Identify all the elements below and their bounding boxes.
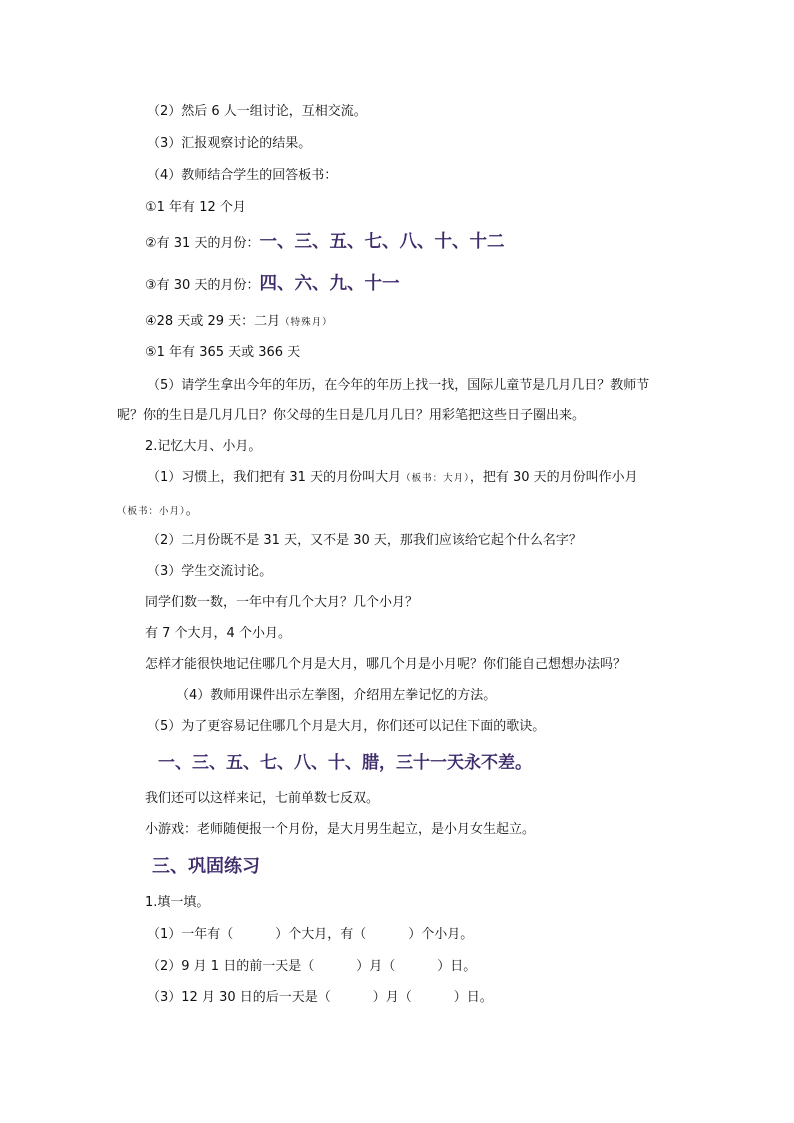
line-text: （4）教师结合学生的回答板书： [147,168,338,183]
text-line [145,438,261,456]
text-line [145,313,333,332]
line-text: （5）为了更容易记住哪几个月是大月，你们还可以记住下面的歌诀。 [147,719,546,734]
text-line [147,103,367,121]
line-text: （3）12 月 30 日的后一天是（ [147,990,331,1005]
text-line [147,563,272,581]
line-text: ⑤1 年有 365 天或 366 天 [145,345,301,360]
line-text: ②有 31 天的月份： [145,236,260,251]
text-line [145,656,626,674]
text-line [145,821,535,839]
line-text: ）月（ [356,959,396,974]
line-text: （2）9 月 1 日的前一天是（ [147,959,315,974]
text-line [147,469,638,488]
line-text: ，把有 30 天的月份叫作小月 [469,470,638,485]
line-text: （3）学生交流讨论。 [147,564,273,579]
note-text: （板书：小月） [117,506,186,517]
line-text: ）个小月。 [408,927,474,942]
line-text: 。 [185,503,199,518]
text-line [145,594,418,612]
text-line [117,502,199,521]
line-text: 我们还可以这样来记，七前单数七反双。 [145,791,380,806]
text-line [145,199,246,217]
line-text: 小游戏：老师随便报一个月份，是大月男生起立，是小月女生起立。 [145,822,536,837]
text-line [147,532,582,550]
rhyme-line [158,752,532,774]
line-text: 呢？你的生日是几月几日？你父母的生日是几月几日？用彩笔把这些日子圈出来。 [117,408,586,423]
text-line [147,135,311,153]
line-text: ）月（ [372,990,412,1005]
note-text: （特殊月） [280,317,333,328]
text-line [145,344,300,362]
text-line [145,231,504,253]
text-line [147,718,545,736]
text-line [117,407,585,425]
line-text: （2）二月份既不是 31 天，又不是 30 天，那我们应该给它起个什么名字？ [147,533,582,548]
text-line [147,377,649,395]
line-text: 1.填一填。 [145,895,210,910]
line-text: ③有 30 天的月份： [145,278,260,293]
line-text: （1）一年有（ [147,927,234,942]
heading-text: 三、巩固练习 [152,856,260,877]
line-text: 同学们数一数，一年中有几个大月？几个小月？ [145,595,419,610]
exercise-line [147,926,473,944]
text-line [145,894,209,912]
text-line [145,790,379,808]
section-heading [152,855,260,879]
text-line [145,273,399,295]
line-text: ）个大月，有（ [275,927,367,942]
line-text: （3）汇报观察讨论的结果。 [147,136,312,151]
line-text: （4）教师用课件出示左拳图，介绍用左拳记忆的方法。 [176,688,497,703]
line-text: 2.记忆大月、小月。 [145,439,262,454]
exercise-line [147,989,493,1007]
line-text: ）日。 [437,959,477,974]
text-line [176,687,496,705]
line-text: ④28 天或 29 天：二月 [145,314,281,329]
note-text: （板书：大月） [401,473,470,484]
highlight-text: 四、六、九、十一 [259,274,400,294]
exercise-line [147,958,476,976]
highlight-text: 一、三、五、七、八、十、腊，三十一天永不差。 [158,753,532,773]
line-text: （2）然后 6 人一组讨论，互相交流。 [147,104,367,119]
line-text: （5）请学生拿出今年的年历，在今年的年历上找一找，国际儿童节是几月几日？教师节 [147,378,650,393]
line-text: 怎样才能很快地记住哪几个月是大月，哪几个月是小月呢？你们能自己想想办法吗？ [145,657,627,672]
highlight-text: 一、三、五、七、八、十、十二 [259,232,505,252]
line-text: ）日。 [453,990,493,1005]
text-line [147,167,337,185]
line-text: 有 7 个大月，4 个小月。 [145,626,291,641]
line-text: ①1 年有 12 个月 [145,200,246,215]
text-line [145,625,291,643]
line-text: （1）习惯上，我们把有 31 天的月份叫大月 [147,470,402,485]
